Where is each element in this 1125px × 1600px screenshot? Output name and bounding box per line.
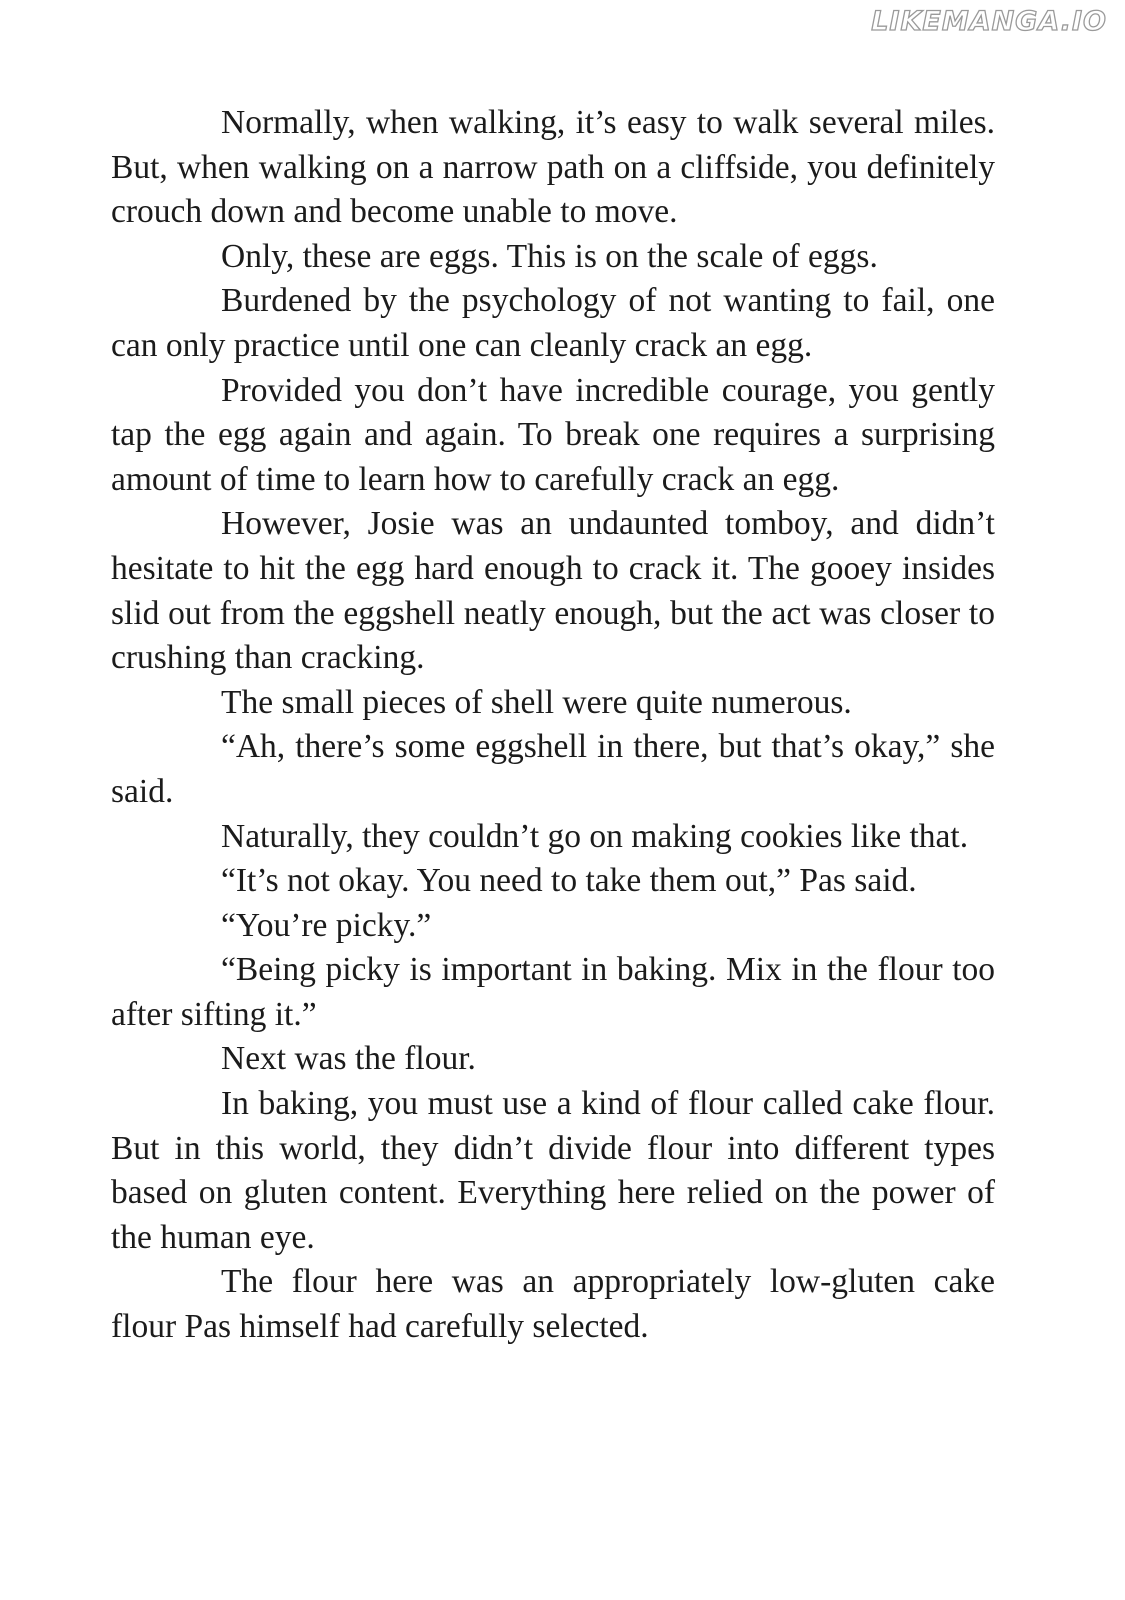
paragraph: The small pieces of shell were quite numerous. [221,683,852,721]
paragraph: However, Josie was an undaunted tomboy, and didn’t hesitate to hit the egg hard enough to crack it. The gooey insides slid out from the eggshell neatly enough, but the act was closer to crushing than cracking. [111,505,995,677]
paragraph: “It’s not okay. You need to take them out,” Pas said. [221,862,917,900]
paragraph: “You’re picky.” [221,906,432,944]
paragraph: The flour here was an appropriately low-gluten cake flour Pas himself had carefully selected. [111,1263,995,1346]
paragraph: Next was the flour. [221,1040,476,1078]
paragraph: Burdened by the psychology of not wanting to fail, one can only practice until one can cleanly crack an egg. [111,282,995,364]
watermark: LIKEMANGA.IO [871,6,1107,37]
paragraph: Only, these are eggs. This is on the scale of eggs. [221,237,878,275]
page-text [111,101,995,1350]
paragraph: “Ah, there’s some eggshell in there, but that’s okay,” she said. [111,728,995,810]
paragraph: Provided you don’t have incredible courage, you gently tap the egg again and again. To break one requires a surprising amount of time to learn how to carefully crack an egg. [111,371,995,498]
paragraph: Naturally, they couldn’t go on making cookies like that. [221,817,969,855]
paragraph: “Being picky is important in baking. Mix in the flour too after sifting it.” [111,951,995,1033]
paragraph: Normally, when walking, it’s easy to walk several miles. But, when walking on a narrow path on a cliffside, you definitely crouch down and become unable to move. [111,104,995,231]
paragraph: In baking, you must use a kind of flour called cake flour. But in this world, they didn’t divide flour into different types based on gluten content. Everything here relied on the power of the human eye. [111,1085,995,1256]
